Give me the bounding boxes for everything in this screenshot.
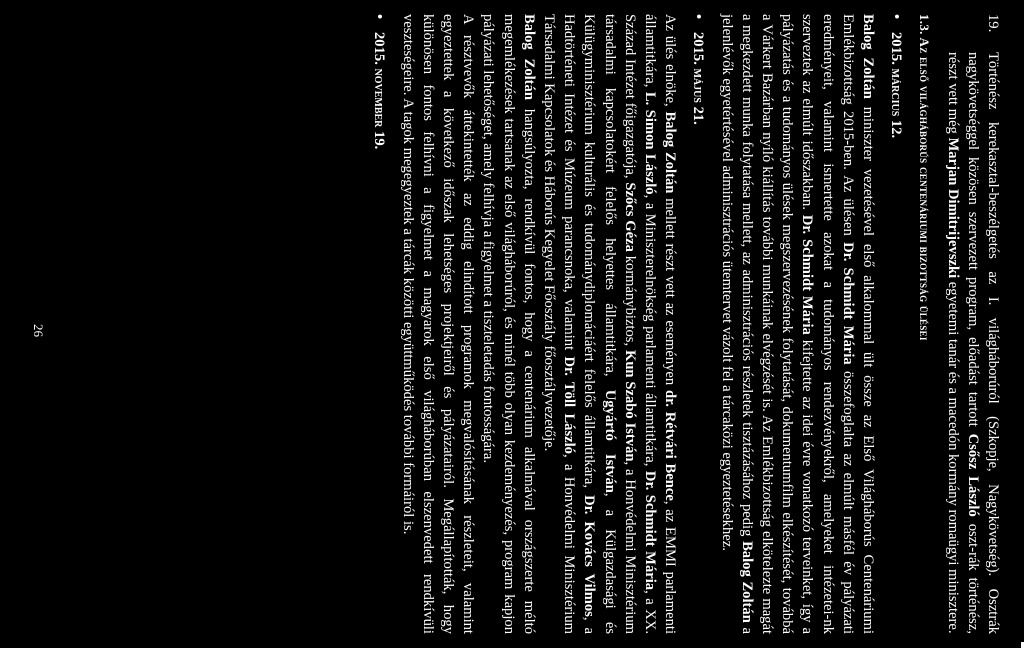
date-text: 2015. március 12.	[888, 32, 905, 139]
page-number: 26	[31, 324, 47, 337]
body-text: , a Hadtörténeti Intézet és Múzeum parancsnoka, valamint	[561, 14, 598, 634]
list-item-text	[945, 52, 1001, 634]
body-text: , az EMMI parlamenti államtitkára,	[641, 14, 679, 634]
list-item-19	[942, 14, 1003, 634]
date-text: 2015. május 21.	[690, 32, 707, 125]
bold-name-text: dr. Rétvári Bence	[662, 390, 679, 501]
bold-name-text: Balog Zoltán	[738, 541, 755, 623]
bold-name-text: Dr. Kovács Vilmos	[581, 495, 598, 617]
bold-name-text: Balog Zoltán	[859, 14, 876, 99]
bullet-icon: •	[888, 14, 905, 20]
body-text: , a Honvédelmi Minisztérium társadalmi kapcsolatokért felelős helyettes államtitkára,	[601, 14, 638, 634]
bold-name-text: Ugyártó István	[601, 389, 618, 493]
body-text: , a Külgazdasági és Külügyminisztérium kulturális és tudománydiplomáciáért felelős államtitkára,	[581, 14, 618, 634]
bold-name-text: Kun Szabó István	[621, 349, 638, 462]
body-text: egyetemi tanár és a macedón kormány romaügyi minisztere.	[944, 278, 961, 634]
date-heading-1	[886, 14, 906, 634]
body-text: kifejtette az idei évre vonatkozó terveinket, így a pályázatás és a tudományos ülések megszervezésének folytatását, dokumentumfilm elkészítését, továbbá a Várkert Bazárban nyíló kiállítás további munkáinak elvégzését is. Az Emlékbizottság elkötelezte magát a megkezdett munka folytatása mellett, az adminisztrációs részletek tisztázásához pedig	[738, 14, 816, 634]
bold-name-text: Dr. Schmidt Mária	[799, 214, 816, 335]
body-text: , a Miniszterelnökség parlamenti államtitkára,	[641, 194, 658, 471]
bold-name-text: Dr. Schmidt Mária	[839, 242, 856, 365]
body-text: a jelenlévők egyetértésével adminisztrációs ütemtervet vázolt fel a tárcaközi egyeztetésekhez.	[718, 14, 755, 634]
date-text: 2015. november 19.	[371, 32, 388, 150]
body-text: oszt-rák történész, részt vett még	[944, 52, 981, 634]
body-text: Történész kerekasztal-beszélgetés az I. világháborúról (Szkopje, Nagykövetség). Osztrák nagykövetséggel közösen szervezett program, előadást tartott	[964, 52, 1001, 634]
bold-name-text: Marjan Dimitrijevszki	[944, 137, 961, 279]
body-text: mellett részt vett az eseményen	[662, 193, 679, 390]
paragraph-may-speech	[478, 14, 539, 634]
body-text: A résztvevők áttekintették az eddig elindított programok megvalósításának részleteit, valamint egyeztettek a következő időszak lehetséges projektjeiről és pályázatairól. Megállapították, hogy különösen fontos felhívni a figyelmet a magyarok első világháborúban elszenvedett rendkívüli veszteségeire. A tagok megegyeztek a tárcák közötti együttműködés további formáiról is.	[399, 14, 477, 634]
paragraph-may-attendees	[539, 14, 680, 634]
bullet-icon: •	[690, 14, 707, 20]
bold-name-text: Balog Zoltán	[520, 14, 537, 100]
list-number: 19.	[985, 14, 1001, 33]
body-text: összefoglalta az elmúlt másfél év pályázati eredményeit, valamint ismertette azokat a tudományos rendezvényekről, amelyeket intézetei-nk szerveztek az elmúlt időszakban.	[799, 14, 856, 634]
body-text: miniszter vezetésével első alkalommal ült össze az Első Világháborús Centenáriumi Emlékbizottság 2015-ben. Az ülésen	[839, 14, 876, 634]
bold-name-text: Balog Zoltán	[662, 111, 679, 194]
body-text: , a Honvédelmi Minisztérium Társadalmi Kapcsolatok és Háborús Kegyelet Főosztály főosztályvezetője.	[540, 14, 578, 634]
bold-name-text: L. Simon László	[641, 91, 658, 195]
body-text: , a XX. Század Intézet főigazgatója,	[621, 14, 658, 634]
bullet-icon: •	[371, 14, 388, 20]
body-text: Az ülés elnöke,	[662, 14, 679, 112]
section-heading: 1.3. Az első világháborús centenáriumi bizottság ülései	[917, 14, 933, 341]
bold-name-text: Szőcs Géza	[621, 182, 638, 252]
date-heading-3	[369, 14, 389, 634]
paragraph-may-summary	[397, 14, 478, 634]
bold-name-text: Dr. Schmidt Mária	[641, 470, 658, 591]
body-text: hangsúlyozta, rendkívül fontos, hogy a centenárium alkalmával országszerte méltó megemlékezések tartsanak az első világháborúról, és minél több olyan kezdeményezés, program kapjon pályázati lehetőséget, amely felhívja a figyelmet a tiszteletadás fontosságára.	[480, 14, 537, 635]
date-heading-2	[688, 14, 708, 634]
bold-name-text: Csősz László	[964, 433, 981, 517]
paragraph-march	[716, 14, 878, 634]
body-text: kormánybiztos,	[621, 251, 638, 350]
bold-name-text: Dr. Töll László	[561, 356, 578, 454]
